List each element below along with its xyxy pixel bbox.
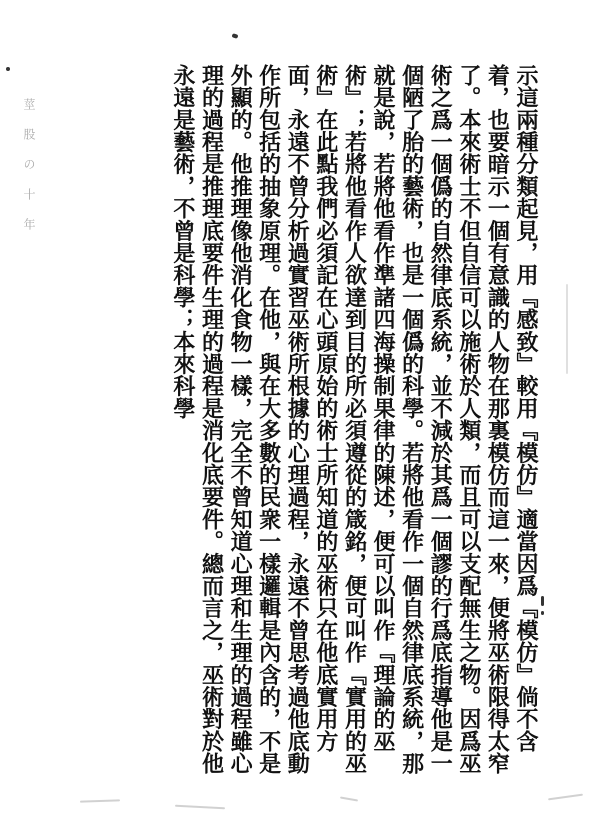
- scan-smudge: [548, 794, 583, 801]
- running-header: 莖 股 の 十 年: [22, 98, 36, 232]
- scan-speck: [6, 67, 10, 71]
- scan-speck: [541, 596, 544, 606]
- scan-smudge: [80, 799, 120, 802]
- scan-speck: [232, 33, 239, 39]
- scan-smudge: [566, 284, 568, 374]
- scan-smudge: [175, 805, 225, 810]
- scan-speck: [541, 611, 544, 615]
- vertical-body-text: 示這兩種分類起見，用『感致』較用『模仿』適當因爲『模仿』倘不含着，也要暗示一個有意識的人物在那裏模仿而這一來，便將巫術限得太窄了。本來術士不但自信可以施術於人類，而且可以支配無生之物。因爲巫術之爲一個僞的自然律底系統，並不減於其爲一個謬的行爲底指導他是一個陋了胎的藝術，也是一個僞的科學。若將他看作一個自然律底系統，那就是說，若將他看作準諸四海操制果律的陳述，便可以叫作『理論的巫術』；若將他看作人欲達到目的所必須遵從的箴銘，便可叫作『實用的巫術』在此點我們必須記在心頭原始的術士所知道的巫術只在他底實用方面，永遠不曾分析過實習巫術所根據的心理過程，永遠不曾思考過他底動作所包括的抽象原理。在他，與在大多數的民衆一樣邏輯是內含的，不是外顯的。他推理像他消化食物一樣，完全不曾知道心理和生理的過程雖心理的過程是推理底要件生理的過程是消化底要件。總而言之，巫術對於他永遠是藝術，不曾是科學；本來科學: [169, 64, 539, 775]
- scan-smudge: [340, 796, 358, 801]
